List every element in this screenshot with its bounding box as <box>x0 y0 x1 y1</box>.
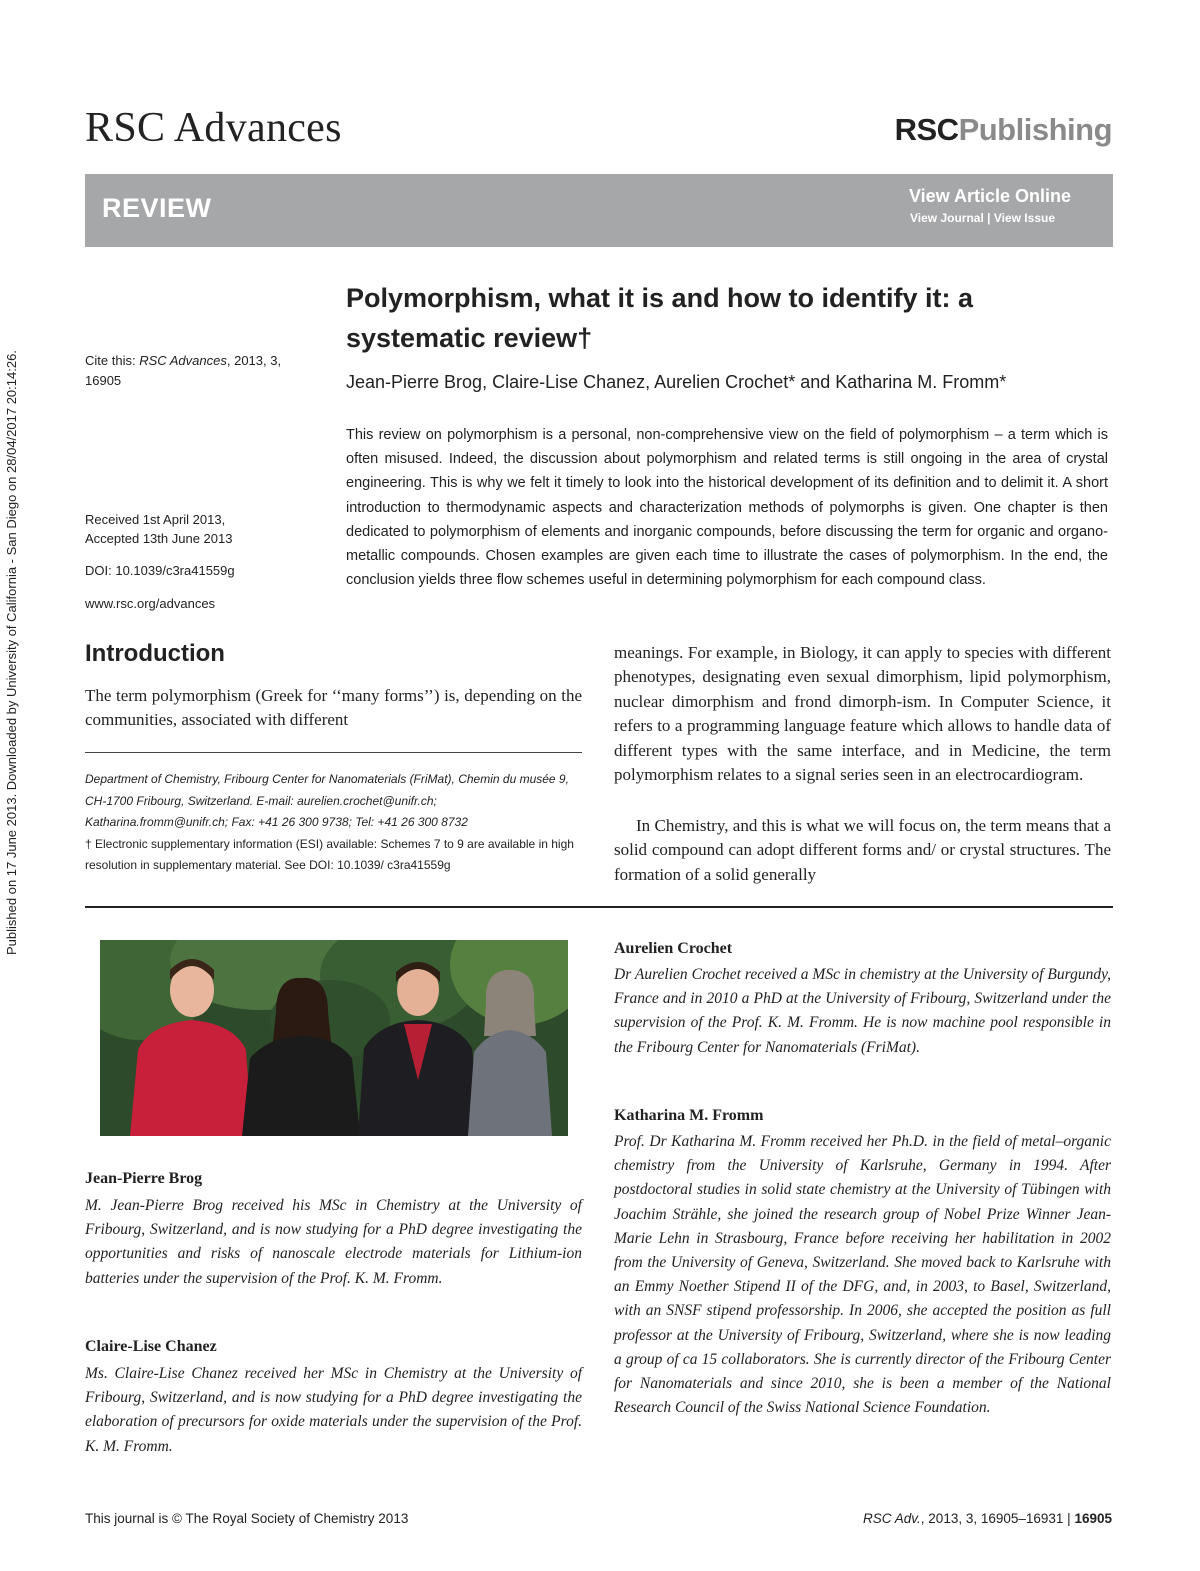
author-list: Jean-Pierre Brog, Claire-Lise Chanez, Aurelien Crochet* and Katharina M. Fromm* <box>346 372 1007 392</box>
esi-note: † Electronic supplementary information (ESI) available: Schemes 7 to 9 are available in high resolution in supplementary material. See DOI: 10.1039/ c3ra41559g <box>85 836 574 872</box>
view-links <box>910 211 1055 225</box>
view-links-separator: | <box>983 211 994 225</box>
abstract: This review on polymorphism is a personal, non-comprehensive view on the field of polymorphism – a term which is often misused. Indeed, the discussion about polymorphism and related terms is still ongoing in the area of crystal engineering. This is why we felt it timely to look into the historical development of its definition and to delimit it. A short introduction to thermodynamic aspects and characterization methods of polymorphs is given. One chapter is then dedicated to polymorphism of elements and inorganic compounds, before discussing the term for organic and organo-metallic compounds. Chosen examples are given each time to illustrate the cases of polymorphism. In the end, the conclusion yields three flow schemes useful in determining polymorphism for each compound class. <box>346 427 1108 589</box>
view-journal-link[interactable]: View Journal <box>910 211 984 225</box>
publisher-logo-rsc: RSC <box>894 112 959 147</box>
affiliation: Department of Chemistry, Fribourg Center for Nanomaterials (FriMat), Chemin du musée 9, CH-1700 Fribourg, Switzerland. E-mail: aurelien.crochet@unifr.ch; Katharina.fromm@unifr.ch; Fax: +41 26 300 9738; Tel: +41 26 300 8732 <box>85 772 569 829</box>
intro-paragraph-right: meanings. For example, in Biology, it can apply to species with different phenotypes, designating even sexual dimorphism, lipid polymorphism, nuclear dimorphism and frond dimorph-ism. In Computer Science, it refers to a programming language feature which allows to handle data of different types with the same interface, and in Medicine, the term polymorphism relates to a signal series seen in an electrocardiogram. <box>614 643 1111 785</box>
footer-journal-abbrev: RSC Adv. <box>863 1511 921 1526</box>
journal-url-link[interactable]: www.rsc.org/advances <box>85 596 216 611</box>
cite-journal: RSC Advances <box>139 353 227 368</box>
cite-this <box>85 351 315 391</box>
view-issue-link[interactable]: View Issue <box>993 211 1055 225</box>
article-type-label: REVIEW <box>102 193 212 223</box>
authors-photo <box>100 940 568 1136</box>
download-stamp: Published on 17 June 2013. Downloaded by University of California - San Diego on 28/04/2017 20:14:26. <box>4 350 19 955</box>
bio-name-brog: Jean-Pierre Brog <box>85 1170 203 1187</box>
bio-text-crochet: Dr Aurelien Crochet received a MSc in chemistry at the University of Burgundy, France and in 2010 a PhD at the University of Fribourg, Switzerland under the supervision of the Prof. K. M. Fromm. He is now machine pool responsible in the Fribourg Center for Nanomaterials (FriMat). <box>614 966 1111 1056</box>
view-article-online-link[interactable]: View Article Online <box>909 186 1072 206</box>
footer-copyright: This journal is © The Royal Society of Chemistry 2013 <box>85 1511 409 1526</box>
publisher-logo <box>895 112 1112 148</box>
bio-name-crochet: Aurelien Crochet <box>614 940 733 957</box>
bio-name-fromm: Katharina M. Fromm <box>614 1107 764 1124</box>
article-title: Polymorphism, what it is and how to identify it: a systematic review† <box>346 283 974 353</box>
footnote-divider <box>85 752 582 753</box>
section-heading-introduction: Introduction <box>85 640 225 667</box>
publisher-logo-publishing: Publishing <box>958 112 1112 147</box>
doi: DOI: 10.1039/c3ra41559g <box>85 563 235 578</box>
cite-volume: , 2013, 3, <box>226 353 282 368</box>
page-number: 16905 <box>1074 1511 1112 1526</box>
journal-title: RSC Advances <box>85 105 342 151</box>
intro-paragraph-left: The term polymorphism (Greek for ‘‘many forms’’) is, depending on the communities, associated with different <box>85 686 582 730</box>
bio-text-chanez: Ms. Claire-Lise Chanez received her MSc in Chemistry at the University of Fribourg, Switzerland, and is now studying for a PhD degree investigating the elaboration of precursors for oxide materials under the supervision of the Prof. K. M. Fromm. <box>85 1365 582 1455</box>
footer-volume-pages: , 2013, 3, 16905–16931 | <box>920 1511 1075 1526</box>
bio-text-brog: M. Jean-Pierre Brog received his MSc in Chemistry at the University of Fribourg, Switzerland, and is now studying for a PhD degree investigating the opportunities and risks of nanoscale electrode materials for Lithium-ion batteries under the supervision of the Prof. K. M. Fromm. <box>85 1197 582 1287</box>
accepted-date: Accepted 13th June 2013 <box>85 531 233 546</box>
footnote <box>85 769 582 877</box>
authors-photo-drawing <box>100 940 568 1136</box>
footer-citation <box>863 1511 1112 1526</box>
received-date: Received 1st April 2013, <box>85 512 226 527</box>
bio-name-chanez: Claire-Lise Chanez <box>85 1338 217 1355</box>
cite-prefix: Cite this: <box>85 353 140 368</box>
intro-paragraph-right-2: In Chemistry, and this is what we will focus on, the term means that a solid compound can adopt different forms and/ or crystal structures. The formation of a solid generally <box>614 816 1111 884</box>
cite-pages: 16905 <box>85 373 122 388</box>
bio-text-fromm: Prof. Dr Katharina M. Fromm received her Ph.D. in the field of metal–organic chemistry from the University of Karlsruhe, Germany in 1994. After postdoctoral studies in solid state chemistry at the University of Tübingen with Joachim Strähle, she joined the research group of Nobel Prize Winner Jean-Marie Lehn in Strasbourg, France before receiving her habilitation in 2002 from the University of Geneva, Switzerland. She moved back to Karlsruhe with an Emmy Noether Stipend II of the DFG, and, in 2003, to Basel, Switzerland, with an SNSF stipend professorship. In 2006, she accepted the position as full professor at the University of Fribourg, Switzerland, where she is now leading a group of ca 15 collaborators. She is currently director of the Fribourg Center for Nanomaterials and since 2010, she is been a member of the National Research Council of the Swiss National Science Foundation. <box>614 1133 1111 1417</box>
biography-divider <box>85 906 1113 908</box>
